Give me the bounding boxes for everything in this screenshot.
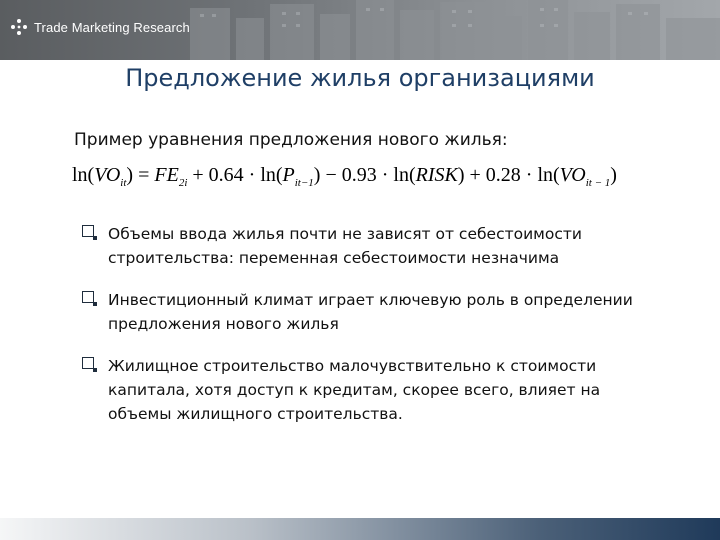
eq-term1-close: ) bbox=[313, 164, 321, 186]
trm-logo-icon bbox=[10, 18, 28, 36]
bullet-item bbox=[82, 354, 642, 426]
bullet-item bbox=[82, 222, 642, 270]
supply-equation bbox=[72, 164, 617, 187]
equation-intro: Пример уравнения предложения нового жилья: bbox=[74, 130, 508, 150]
brand-name: Trade Marketing Research bbox=[34, 19, 190, 35]
checkbox-bullet-icon bbox=[82, 291, 94, 303]
bullet-text: Объемы ввода жилья почти не зависят от себестоимости строительства: переменная себестоимости незначима bbox=[108, 225, 582, 267]
eq-term1-sub: it−1 bbox=[294, 177, 314, 189]
brand bbox=[10, 18, 190, 36]
eq-lhs-sub: it bbox=[120, 177, 127, 189]
eq-fe: FE bbox=[154, 164, 179, 186]
eq-term3-sub: it − 1 bbox=[585, 177, 611, 189]
eq-equals: = bbox=[133, 164, 155, 186]
bullet-text: Жилищное строительство малочувствительно к стоимости капитала, хотя доступ к кредитам, скорее всего, влияет на объемы жилищного строительства. bbox=[108, 357, 601, 423]
eq-term1-var: P bbox=[282, 164, 295, 186]
eq-term2-var: RISK bbox=[415, 164, 458, 186]
eq-term2-close: ) bbox=[457, 164, 465, 186]
bullet-item bbox=[82, 288, 642, 336]
eq-lhs-close: ) bbox=[126, 164, 134, 186]
eq-lhs-var: VO bbox=[94, 164, 121, 186]
eq-fe-sub: 2i bbox=[178, 177, 188, 189]
bullet-list bbox=[82, 222, 642, 444]
bullet-text: Инвестиционный климат играет ключевую роль в определении предложения нового жилья bbox=[108, 291, 633, 333]
eq-term2-op: − 0.93 · ln( bbox=[320, 164, 416, 186]
checkbox-bullet-icon bbox=[82, 357, 94, 369]
slide-title: Предложение жилья организациями bbox=[125, 64, 595, 92]
eq-lhs-func: ln( bbox=[72, 164, 95, 186]
footer-bar bbox=[0, 518, 720, 540]
eq-term3-close: ) bbox=[610, 164, 617, 186]
eq-term3-var: VO bbox=[559, 164, 586, 186]
header-banner bbox=[0, 0, 720, 60]
eq-term1-op: + 0.64 · ln( bbox=[187, 164, 283, 186]
checkbox-bullet-icon bbox=[82, 225, 94, 237]
eq-term3-op: + 0.28 · ln( bbox=[464, 164, 560, 186]
